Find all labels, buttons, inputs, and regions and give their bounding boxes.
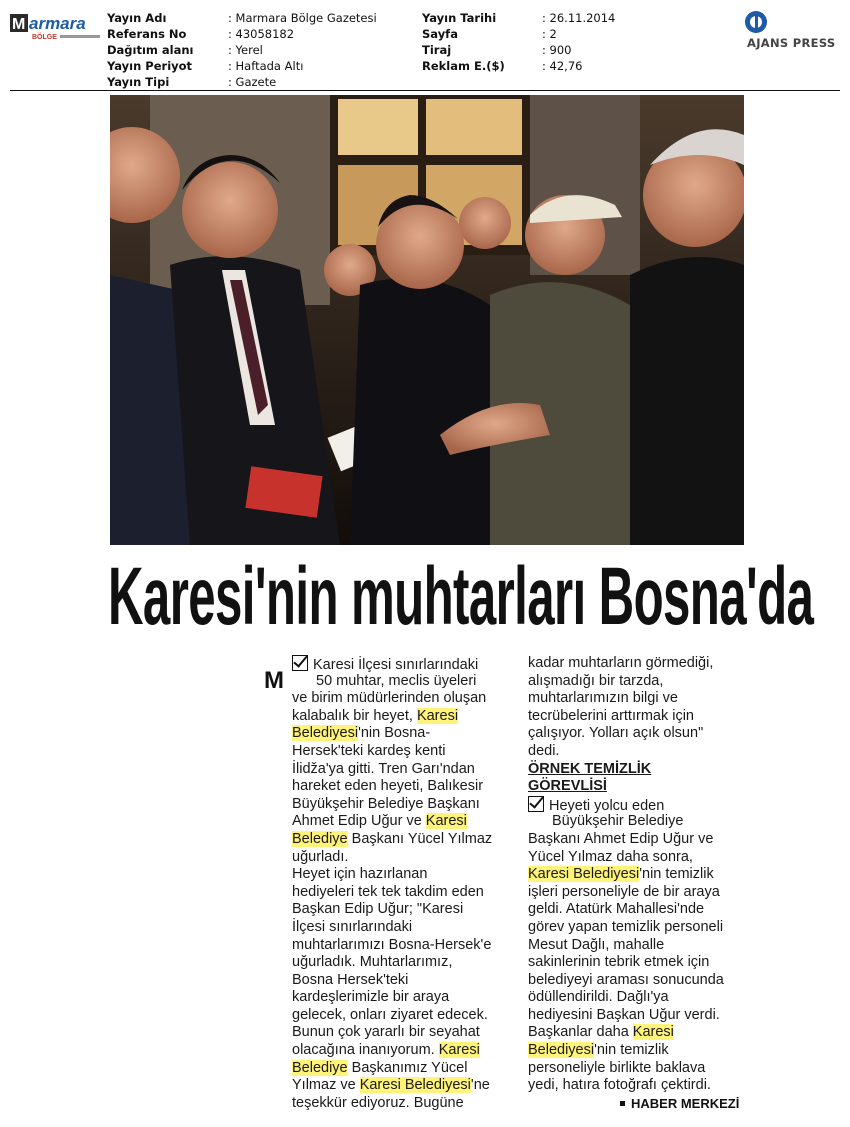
text-segment: Bosna Hersek'teki bbox=[292, 971, 409, 988]
text-segment: Başkan Edip Uğur; "Karesi bbox=[292, 901, 464, 918]
text-line bbox=[292, 690, 522, 708]
text-line bbox=[292, 849, 522, 867]
text-segment: Karesi İlçesi sınırlarındaki bbox=[313, 657, 479, 673]
meta-label: Yayın Adı bbox=[107, 11, 167, 25]
meta-value: : Gazete bbox=[228, 75, 277, 89]
text-segment: muhtarlarımızın bilgi ve bbox=[528, 690, 678, 707]
text-line bbox=[528, 725, 753, 743]
text-line bbox=[292, 1007, 522, 1025]
text-line bbox=[528, 673, 753, 691]
text-line bbox=[292, 813, 522, 831]
text-line bbox=[528, 813, 753, 831]
text-segment: 'nin temizlik bbox=[594, 1042, 669, 1059]
meta-value: : 42,76 bbox=[542, 59, 583, 73]
text-line bbox=[292, 1042, 522, 1060]
text-line bbox=[292, 1060, 522, 1078]
text-segment: 50 muhtar, meclis üyeleri bbox=[316, 672, 477, 689]
text-line bbox=[292, 796, 522, 814]
bullet-icon bbox=[620, 1101, 625, 1106]
text-line bbox=[528, 655, 753, 673]
header-divider bbox=[10, 90, 840, 91]
text-line bbox=[528, 901, 753, 919]
text-line bbox=[528, 937, 753, 955]
text-line bbox=[292, 972, 522, 990]
text-segment: sakinlerinin tebrik etmek için bbox=[528, 954, 710, 971]
agency-name: AJANS PRESS bbox=[747, 36, 836, 50]
text-segment: ödüllendirildi. Dağlı'ya bbox=[528, 989, 669, 1006]
text-segment: Bunun çok yararlı bir seyahat bbox=[292, 1024, 480, 1041]
text-line bbox=[292, 1024, 522, 1042]
text-segment: gelecek, onları ziyaret edecek. bbox=[292, 1006, 488, 1023]
text-line bbox=[292, 708, 522, 726]
text-line bbox=[292, 725, 522, 743]
text-line bbox=[528, 1024, 753, 1042]
paragraph-continued bbox=[528, 655, 753, 761]
byline-text: HABER MERKEZİ bbox=[631, 1096, 740, 1111]
paragraph-2 bbox=[528, 796, 753, 1095]
meta-label: Tiraj bbox=[422, 43, 452, 57]
meta-value: : 26.11.2014 bbox=[542, 11, 616, 25]
text-segment: çalışıyor. Yolları açık olsun" bbox=[528, 725, 704, 742]
highlighted-text: Belediyesi bbox=[292, 725, 359, 742]
text-segment: kardeşlerimizle bir araya bbox=[292, 989, 450, 1006]
meta-label: Yayın Periyot bbox=[107, 59, 193, 73]
text-segment: 'nin Bosna- bbox=[358, 725, 431, 742]
text-segment: dedi. bbox=[528, 742, 560, 759]
meta-value: : Yerel bbox=[228, 43, 263, 57]
text-segment: Yücel Yılmaz daha sonra, bbox=[528, 848, 693, 865]
svg-text:M: M bbox=[12, 16, 26, 33]
meta-label: Dağıtım alanı bbox=[107, 43, 194, 57]
checkbox-icon bbox=[292, 655, 308, 671]
text-segment: Yılmaz ve bbox=[292, 1077, 360, 1094]
meta-label: Referans No bbox=[107, 27, 187, 41]
news-photo bbox=[110, 95, 744, 545]
text-segment: belediyeyi araması sonucunda bbox=[528, 971, 724, 988]
text-line bbox=[292, 1077, 522, 1095]
text-segment: 'ne bbox=[470, 1077, 490, 1094]
text-line bbox=[528, 866, 753, 884]
text-line bbox=[528, 954, 753, 972]
checkbox-icon bbox=[528, 796, 544, 812]
text-segment: Heyet için hazırlanan bbox=[292, 866, 428, 883]
highlighted-text: Karesi bbox=[632, 1024, 674, 1041]
article-column-2 bbox=[528, 655, 753, 1095]
highlighted-text: Belediye bbox=[292, 1059, 348, 1076]
text-line bbox=[292, 989, 522, 1007]
text-line bbox=[292, 655, 522, 673]
text-segment: muhtarlarımızı Bosna-Hersek'e bbox=[292, 936, 492, 953]
text-segment: tecrübelerini arttırmak için bbox=[528, 707, 694, 724]
highlighted-text: Belediye bbox=[292, 830, 348, 847]
text-segment: Büyükşehir Belediye Başkanı bbox=[292, 795, 480, 812]
text-segment: hediyeleri tek tek takdim eden bbox=[292, 883, 484, 900]
text-segment: yedi, hatıra fotoğrafı çektirdi. bbox=[528, 1077, 711, 1094]
text-segment: Mesut Dağlı, mahalle bbox=[528, 936, 665, 953]
subheading: GÖREVLİSİ bbox=[528, 778, 607, 795]
logo-brand: armara bbox=[29, 14, 86, 33]
text-segment: Başkanı Yücel Yılmaz bbox=[347, 830, 493, 847]
meta-value: : 2 bbox=[542, 27, 557, 41]
highlighted-text: Karesi Belediyesi bbox=[528, 866, 640, 883]
text-line bbox=[528, 919, 753, 937]
text-line bbox=[292, 937, 522, 955]
text-line bbox=[528, 1042, 753, 1060]
text-line bbox=[528, 743, 753, 761]
text-line bbox=[292, 673, 522, 691]
highlighted-text: Belediyesi bbox=[528, 1042, 595, 1059]
text-line bbox=[292, 884, 522, 902]
text-line bbox=[528, 1077, 753, 1095]
meta-label: Reklam E.($) bbox=[422, 59, 505, 73]
logo-sub: BÖLGE bbox=[32, 34, 57, 41]
meta-value: : 900 bbox=[542, 43, 572, 57]
text-segment: kalabalık bir heyet, bbox=[292, 707, 417, 724]
highlighted-text: Karesi bbox=[438, 1042, 480, 1059]
text-segment: personeliyle birlikte baklava bbox=[528, 1059, 706, 1076]
subheading: ÖRNEK TEMİZLİK bbox=[528, 760, 652, 777]
text-line bbox=[292, 901, 522, 919]
highlighted-text: Karesi bbox=[416, 707, 459, 724]
text-segment: hareket eden heyeti, Balıkesir bbox=[292, 778, 484, 795]
text-segment: İlidža'ya gitti. Tren Garı'ndan bbox=[292, 760, 475, 777]
dropcap: M bbox=[264, 667, 284, 694]
text-segment: teşekkür ediyoruz. Bugüne bbox=[292, 1094, 464, 1111]
text-segment: geldi. Atatürk Mahallesi'nde bbox=[528, 901, 705, 918]
meta-value: : 43058182 bbox=[228, 27, 295, 41]
text-line bbox=[292, 954, 522, 972]
text-segment: olacağına inanıyorum. bbox=[292, 1042, 439, 1059]
article-headline: Karesi'nin muhtarları Bosna'da bbox=[108, 551, 814, 642]
text-segment: Başkanlar daha bbox=[528, 1024, 633, 1041]
text-line bbox=[292, 919, 522, 937]
text-segment: Büyükşehir Belediye bbox=[552, 813, 684, 830]
text-segment: Başkanımız Yücel bbox=[347, 1059, 468, 1076]
text-line bbox=[528, 989, 753, 1007]
meta-value: : Haftada Altı bbox=[228, 59, 304, 73]
text-line bbox=[292, 743, 522, 761]
text-line bbox=[292, 866, 522, 884]
text-line bbox=[528, 1060, 753, 1078]
text-segment: Hersek'teki kardeş kenti bbox=[292, 742, 446, 759]
text-line bbox=[292, 831, 522, 849]
meta-label: Yayın Tipi bbox=[107, 75, 170, 89]
text-segment: hediyesini Başkan Uğur verdi. bbox=[528, 1006, 720, 1023]
paragraph-1 bbox=[292, 655, 522, 1112]
text-segment: Heyeti yolcu eden bbox=[549, 797, 665, 814]
text-segment: 'nin temizlik bbox=[639, 866, 714, 883]
meta-label: Yayın Tarihi bbox=[422, 11, 497, 25]
highlighted-text: Karesi Belediyesi bbox=[359, 1077, 471, 1094]
text-line bbox=[528, 796, 753, 814]
text-segment: ve birim müdürlerinden oluşan bbox=[292, 690, 487, 707]
text-segment: görev yapan temizlik personeli bbox=[528, 918, 724, 935]
text-line bbox=[292, 761, 522, 779]
text-segment: alışmadığı bir tarzda, bbox=[528, 672, 664, 689]
text-line bbox=[528, 972, 753, 990]
text-segment: işleri personeliyle de bir araya bbox=[528, 883, 720, 900]
meta-value: : Marmara Bölge Gazetesi bbox=[228, 11, 377, 25]
text-line bbox=[292, 1095, 522, 1113]
text-segment: kadar muhtarların görmediği, bbox=[528, 655, 714, 671]
text-segment: Başkanı Ahmet Edip Uğur ve bbox=[528, 830, 714, 847]
meta-label: Sayfa bbox=[422, 27, 458, 41]
highlighted-text: Karesi bbox=[425, 813, 467, 830]
text-line bbox=[528, 884, 753, 902]
text-line bbox=[528, 1007, 753, 1025]
text-line bbox=[292, 778, 522, 796]
text-line bbox=[528, 708, 753, 726]
text-segment: uğurladık. Muhtarlarımız, bbox=[292, 954, 453, 971]
text-segment: uğurladı. bbox=[292, 848, 349, 865]
newspaper-logo bbox=[10, 12, 102, 44]
byline bbox=[620, 1096, 739, 1111]
article-column-1 bbox=[292, 655, 522, 1112]
text-line bbox=[528, 690, 753, 708]
text-line bbox=[528, 831, 753, 849]
text-segment: İlçesi sınırlarındaki bbox=[292, 918, 413, 935]
text-line bbox=[528, 849, 753, 867]
text-segment: Ahmet Edip Uğur ve bbox=[292, 813, 426, 830]
